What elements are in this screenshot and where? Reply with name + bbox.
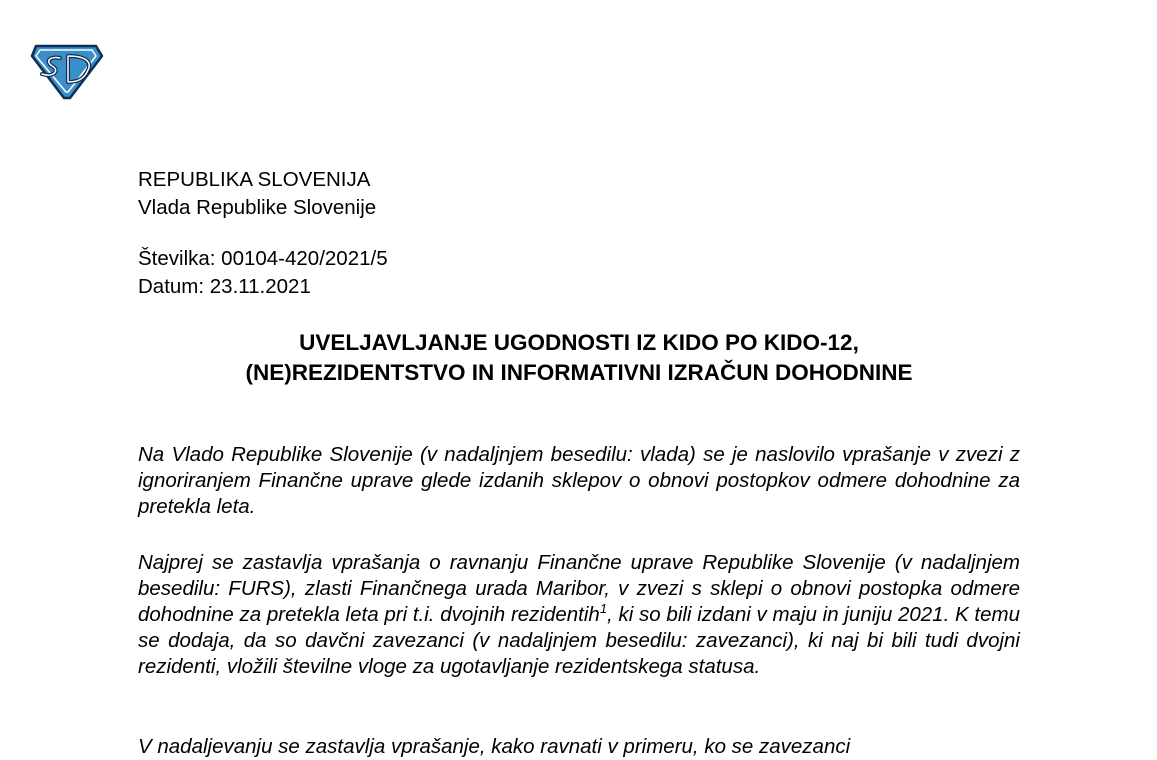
- paragraph-3: V nadaljevanju se zastavlja vprašanje, kako ravnati v primeru, ko se zavezanci: [138, 735, 851, 758]
- paragraph-1: Na Vlado Republike Slovenije (v nadaljnjem besedilu: vlada) se je naslovilo vprašanje v zvezi z ignoriranjem Finančne uprave glede izdanih sklepov o obnovi postopkov odmere dohodnine za pretekla leta.: [138, 443, 1020, 518]
- document-meta: [138, 245, 388, 301]
- government-logo: [30, 40, 104, 100]
- issuer-government: Vlada Republike Slovenije: [138, 196, 377, 219]
- title-line-2: (NE)REZIDENTSTVO IN INFORMATIVNI IZRAČUN DOHODNINE: [245, 360, 913, 385]
- paragraph-2-text-b: , ki so bili izdani v maju in juniju 2021. K temu se dodaja, da so davčni zavezanci (v nadaljnjem besedilu: zavezanci), ki naj bi bili tudi dvojni rezidenti, vložili številne vloge za ugotavljanje rezidentskega statusa.: [138, 603, 1020, 678]
- paragraph-2-text-a: Najprej se zastavlja vprašanja o ravnanju Finančne uprave Republike Slovenije (v nadaljnjem besedilu: FURS), zlasti Finančnega urada Maribor, v zvezi s sklepi o obnovi postopka odmere dohodnine za pretekla leta pri t.i. dvojnih rezidentih: [138, 551, 1020, 626]
- issuer-country: REPUBLIKA SLOVENIJA: [138, 168, 371, 191]
- paragraph-2: [138, 550, 1020, 680]
- document-date: Datum: 23.11.2021: [138, 275, 311, 298]
- issuer-block: [138, 166, 376, 222]
- document-title: [138, 328, 1020, 388]
- footnote-reference[interactable]: 1: [599, 601, 608, 617]
- document-number: Številka: 00104-420/2021/5: [138, 247, 388, 270]
- title-line-1: UVELJAVLJANJE UGODNOSTI IZ KIDO PO KIDO-12,: [299, 330, 859, 355]
